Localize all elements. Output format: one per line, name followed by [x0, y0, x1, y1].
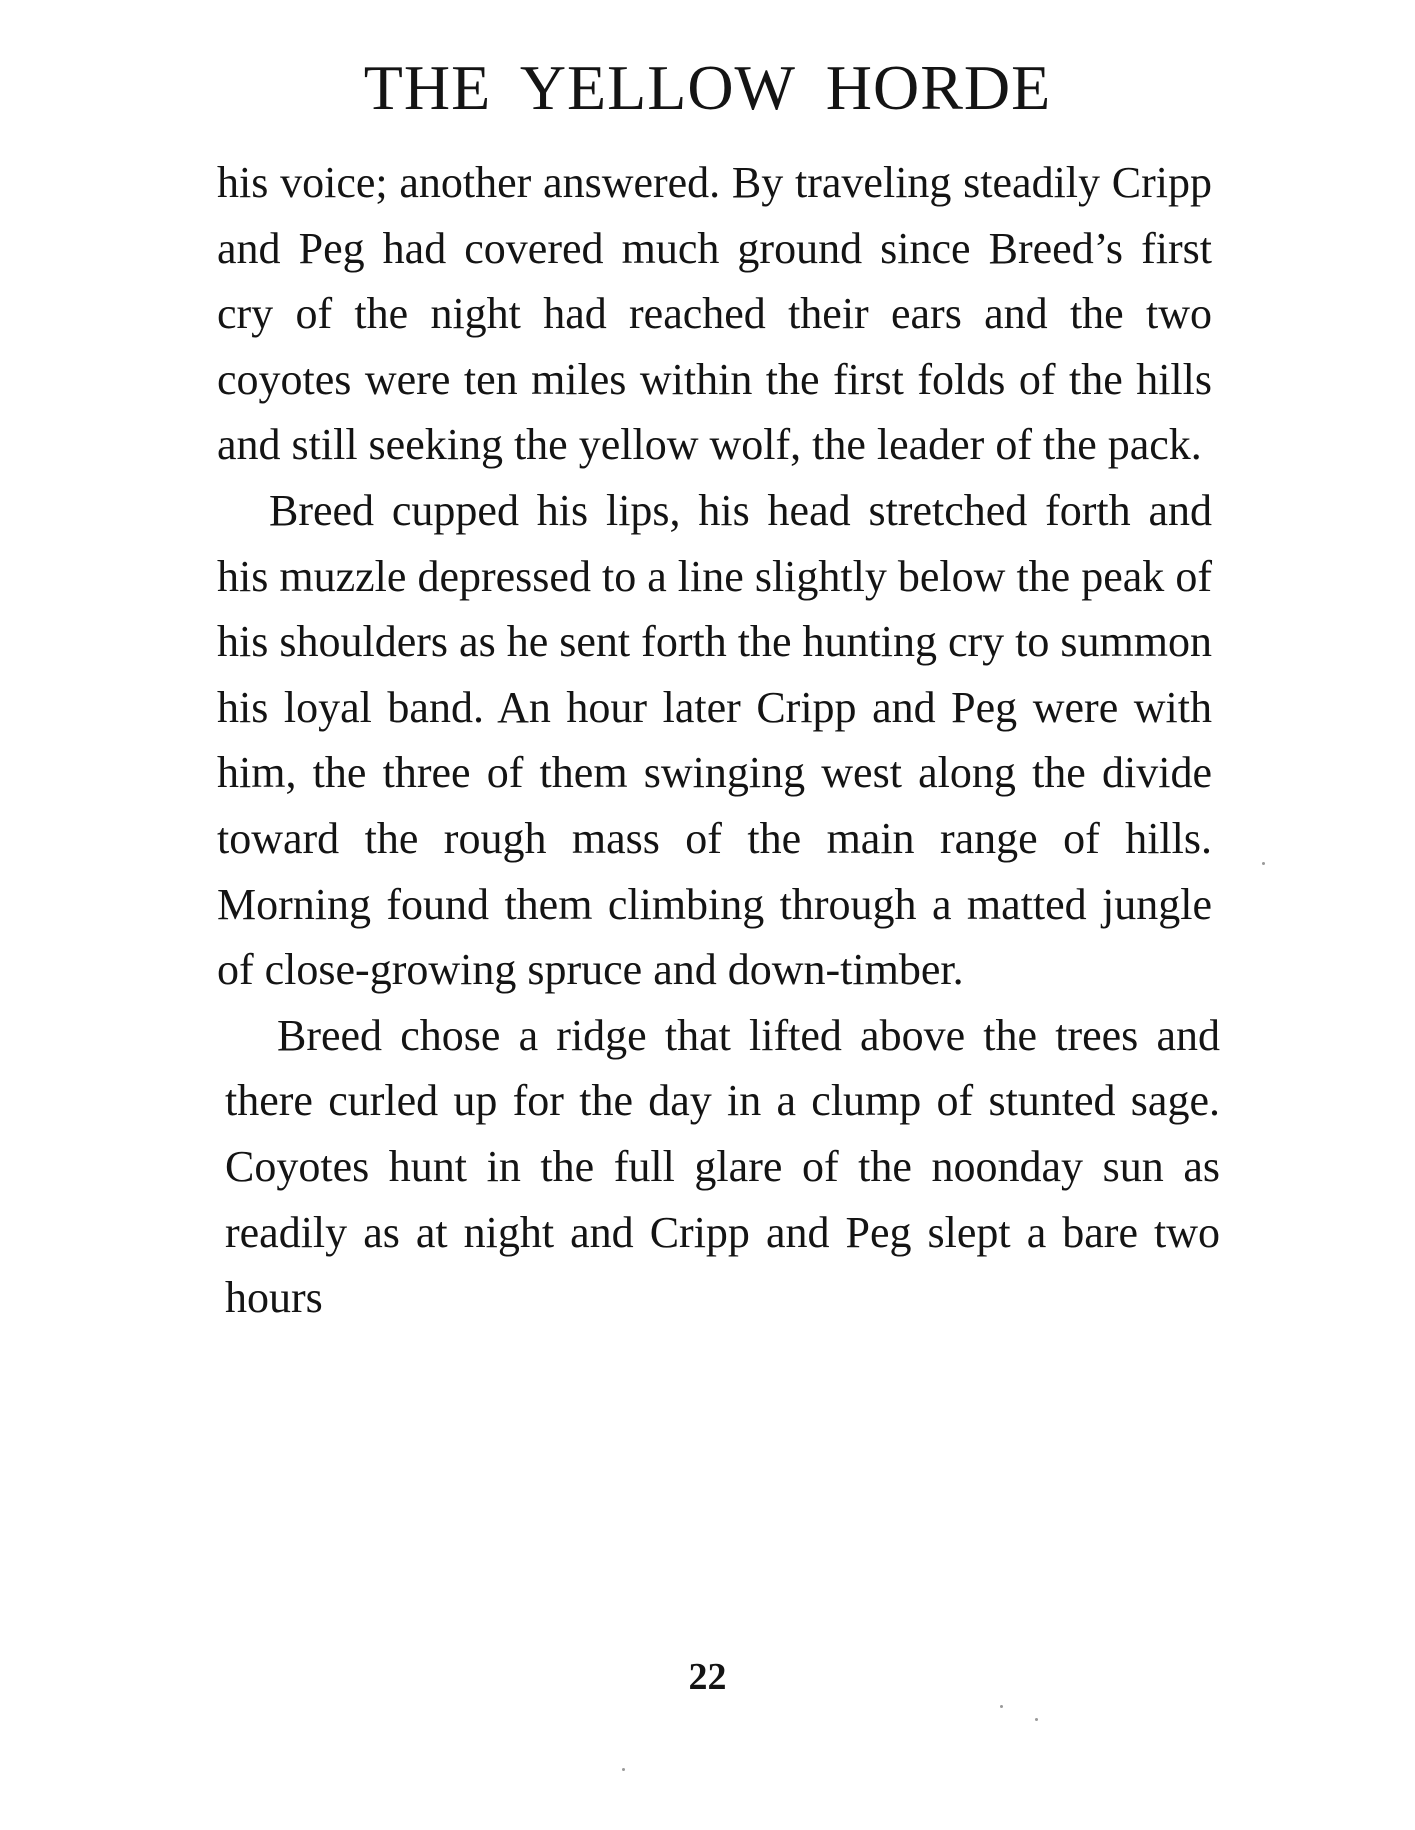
print-speck	[622, 1768, 625, 1771]
paragraph: Breed chose a ridge that lifted above the trees and there curled up for the day in a clump of stunted sage. Coyotes hunt in the full glare of the noonday sun as readily as at night and Cripp and Peg slept a bare two hours	[225, 1010, 1220, 1323]
running-head: THE YELLOW HORDE	[363, 52, 1052, 123]
paragraph-continued: his voice; another answered. By traveling steadily Cripp and Peg had covered much ground since Breed’s first cry of the night had reached their ears and the two coyotes were ten miles within the first folds of the hills and still seeking the yellow wolf, the leader of the pack.	[217, 158, 1212, 470]
page-number: 22	[688, 1656, 727, 1698]
print-speck	[1035, 1718, 1038, 1721]
print-speck	[1000, 1705, 1003, 1708]
paragraph: Breed cupped his lips, his head stretched forth and his muzzle depressed to a line slightly below the peak of his shoulders as he sent forth the hunting cry to summon his loyal band. An hour later Cripp and Peg were with him, the three of them swinging west along the divide toward the rough mass of the main range of hills. Morning found them climbing through a matted jungle of close-growing spruce and down-timber.	[217, 485, 1212, 995]
print-speck	[1262, 862, 1265, 865]
body-text	[217, 150, 1220, 1331]
